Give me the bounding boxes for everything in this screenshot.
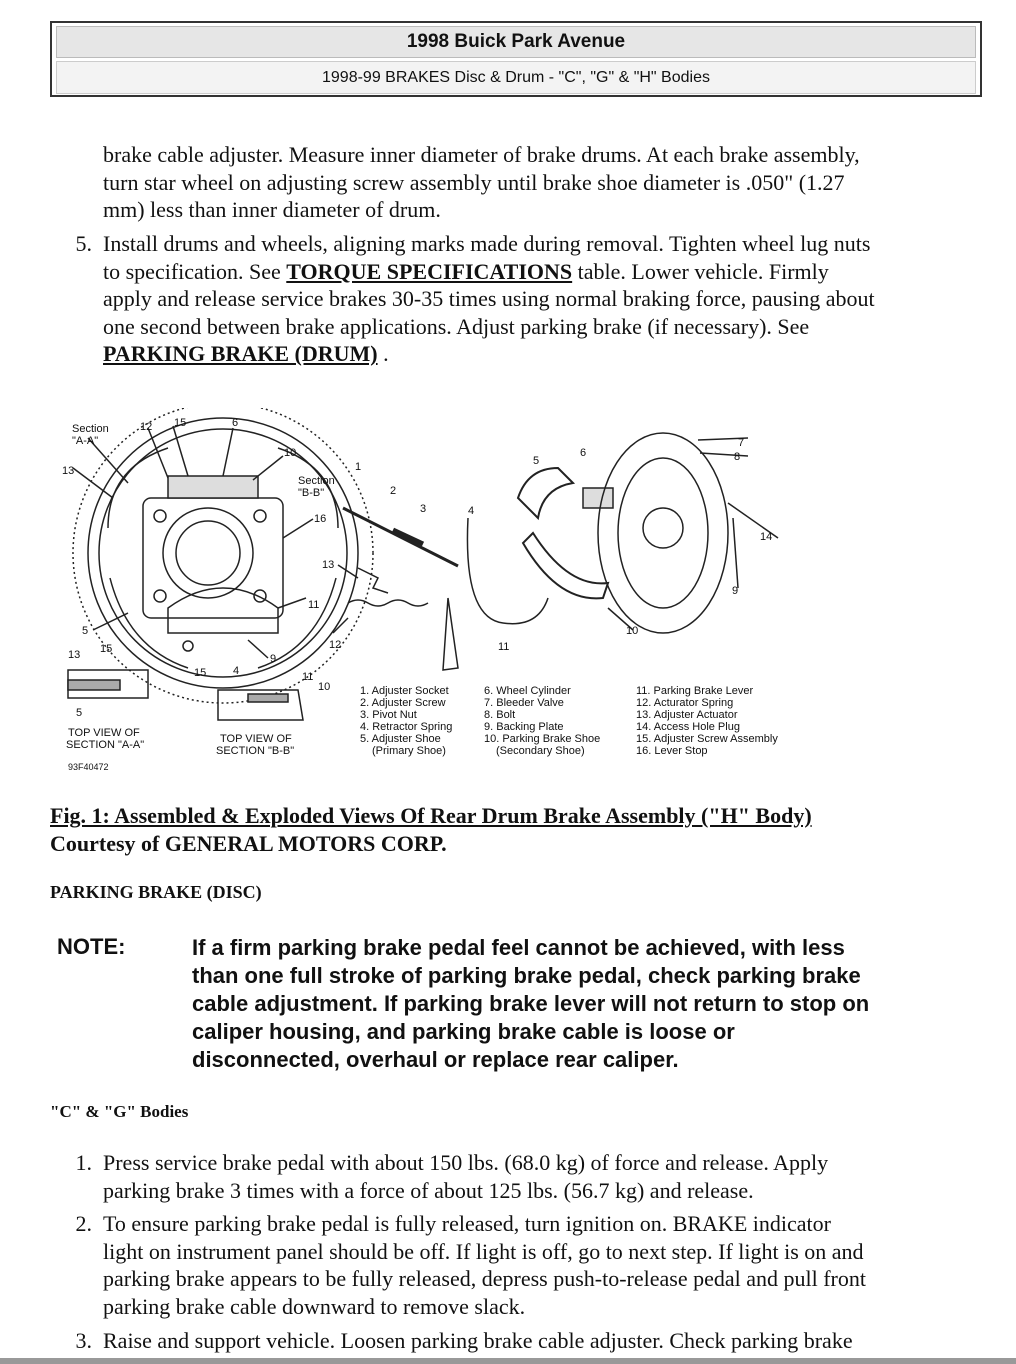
svg-text:9: 9: [270, 653, 277, 665]
page-bottom-border: [0, 1358, 1016, 1364]
svg-text:1: 1: [355, 461, 362, 473]
section-aa-label: Section: [72, 423, 109, 435]
brake-assembly-figure: [48, 408, 808, 776]
legend-item: 16. Lever Stop: [636, 745, 708, 757]
svg-text:11: 11: [498, 641, 510, 653]
svg-text:13: 13: [68, 649, 81, 661]
note-line: caliper housing, and parking brake cable is loose or: [192, 1019, 735, 1044]
legend-item: 11. Parking Brake Lever: [636, 685, 754, 697]
legend-item: 3. Pivot Nut: [360, 709, 417, 721]
text-line: parking brake 3 times with a force of about 125 lbs. (56.7 kg) and release.: [103, 1177, 754, 1203]
note-line: than one full stroke of parking brake pedal, check parking brake: [192, 963, 861, 988]
step2-text: [103, 1210, 866, 1320]
step1-text: [103, 1149, 828, 1204]
svg-text:13: 13: [322, 559, 335, 571]
text-line: Raise and support vehicle. Loosen parking brake cable adjuster. Check parking brake: [103, 1328, 853, 1353]
note-line: cable adjustment. If parking brake lever will not return to stop on: [192, 991, 870, 1016]
step3-number: 3.: [75, 1328, 92, 1353]
top-view-bb-label: TOP VIEW OF: [220, 733, 292, 745]
note-label: NOTE:: [57, 934, 126, 959]
text-span: to specification. See: [103, 258, 287, 284]
step1-number: 1.: [75, 1150, 92, 1175]
svg-text:11: 11: [302, 671, 314, 683]
svg-text:6: 6: [580, 447, 587, 459]
text-span: .: [377, 341, 389, 366]
legend-item: 14. Access Hole Plug: [636, 721, 740, 733]
svg-text:5: 5: [533, 455, 540, 467]
svg-text:15: 15: [194, 667, 207, 679]
text-line: parking brake cable downward to remove slack.: [103, 1293, 526, 1319]
top-view-bb-label: SECTION "B-B": [216, 745, 295, 757]
text-line: [103, 258, 875, 286]
legend-item: 5. Adjuster Shoe: [360, 733, 441, 745]
svg-text:6: 6: [232, 417, 239, 429]
text-span: table. Lower vehicle. Firmly: [572, 258, 829, 284]
text-line: turn star wheel on adjusting screw assembly until brake shoe diameter is .050" (1.27: [103, 169, 845, 195]
svg-text:10: 10: [284, 447, 297, 459]
legend-item: (Primary Shoe): [372, 745, 446, 757]
note-text: [192, 934, 972, 1074]
figure-code: 93F40472: [68, 762, 109, 772]
svg-text:4: 4: [233, 665, 240, 677]
legend-item: 10. Parking Brake Shoe: [484, 733, 601, 745]
legend-item: 2. Adjuster Screw: [360, 697, 446, 709]
svg-text:7: 7: [738, 437, 745, 449]
text-line: Press service brake pedal with about 150 lbs. (68.0 kg) of force and release. Apply: [103, 1150, 829, 1175]
legend-item: (Secondary Shoe): [496, 745, 585, 757]
note-line: disconnected, overhaul or replace rear caliper.: [192, 1047, 679, 1072]
svg-text:12: 12: [329, 639, 342, 651]
svg-text:5: 5: [76, 707, 83, 719]
svg-text:13: 13: [62, 465, 75, 477]
legend-item: 7. Bleeder Valve: [484, 697, 564, 709]
step5-text: [103, 230, 875, 368]
svg-text:11: 11: [308, 599, 320, 611]
text-line: [103, 340, 875, 368]
torque-specifications-link[interactable]: TORQUE SPECIFICATIONS: [286, 258, 573, 284]
subheading: "C" & "G" Bodies: [50, 1102, 189, 1121]
legend-item: 6. Wheel Cylinder: [484, 685, 571, 697]
section-bb-label: "B-B": [298, 487, 325, 499]
svg-text:15: 15: [100, 643, 113, 655]
text-line: To ensure parking brake pedal is fully released, turn ignition on. BRAKE indicator: [103, 1211, 831, 1236]
figure-caption-courtesy: Courtesy of GENERAL MOTORS CORP.: [50, 831, 447, 856]
svg-text:9: 9: [732, 585, 739, 597]
legend-item: 9. Backing Plate: [484, 721, 564, 733]
legend-item: 1. Adjuster Socket: [360, 685, 449, 697]
legend-item: 4. Retractor Spring: [360, 721, 453, 733]
svg-text:3: 3: [420, 503, 427, 515]
step5-number: 5.: [75, 231, 92, 256]
text-line: parking brake appears to be fully released, depress push-to-release pedal and pull front: [103, 1266, 866, 1291]
step4-continuation: [103, 141, 860, 224]
svg-text:14: 14: [760, 531, 773, 543]
svg-text:10: 10: [318, 681, 331, 693]
step2-number: 2.: [75, 1211, 92, 1236]
step3-text: [103, 1327, 853, 1355]
svg-text:12: 12: [140, 421, 153, 433]
legend-item: 13. Adjuster Actuator: [636, 709, 738, 721]
document-header: [50, 21, 982, 97]
text-line: one second between brake applications. Adjust parking brake (if necessary). See: [103, 313, 810, 339]
section-bb-label: Section: [298, 475, 335, 487]
section-heading: PARKING BRAKE (DISC): [50, 882, 262, 902]
top-view-aa-label: TOP VIEW OF: [68, 727, 140, 739]
svg-text:8: 8: [734, 451, 741, 463]
text-line: Install drums and wheels, aligning marks made during removal. Tighten wheel lug nuts: [103, 231, 871, 256]
parking-brake-drum-link[interactable]: PARKING BRAKE (DRUM): [103, 341, 378, 366]
legend-item: 15. Adjuster Screw Assembly: [636, 733, 778, 745]
figure-caption: [50, 802, 812, 858]
text-line: mm) less than inner diameter of drum.: [103, 197, 441, 222]
figure-caption-title[interactable]: Fig. 1: Assembled & Exploded Views Of Rear Drum Brake Assembly ("H" Body): [50, 803, 812, 828]
text-line: brake cable adjuster. Measure inner diameter of brake drums. At each brake assembly,: [103, 142, 860, 167]
legend-item: 8. Bolt: [484, 709, 516, 721]
svg-text:5: 5: [82, 625, 89, 637]
svg-text:15: 15: [174, 417, 187, 429]
section-aa-label: "A-A": [72, 435, 99, 447]
document-title: 1998 Buick Park Avenue: [56, 26, 976, 58]
document-subtitle: 1998-99 BRAKES Disc & Drum - "C", "G" & "H" Bodies: [56, 61, 976, 94]
note-line: If a firm parking brake pedal feel cannot be achieved, with less: [192, 935, 845, 960]
text-line: light on instrument panel should be off. If light is off, go to next step. If light is on and: [103, 1238, 864, 1264]
svg-text:10: 10: [626, 625, 639, 637]
text-line: apply and release service brakes 30-35 times using normal braking force, pausing about: [103, 286, 875, 311]
legend-item: 12. Acturator Spring: [636, 697, 734, 709]
top-view-aa-label: SECTION "A-A": [66, 739, 145, 751]
svg-text:4: 4: [468, 505, 475, 517]
svg-text:2: 2: [390, 485, 397, 497]
svg-text:16: 16: [314, 513, 327, 525]
